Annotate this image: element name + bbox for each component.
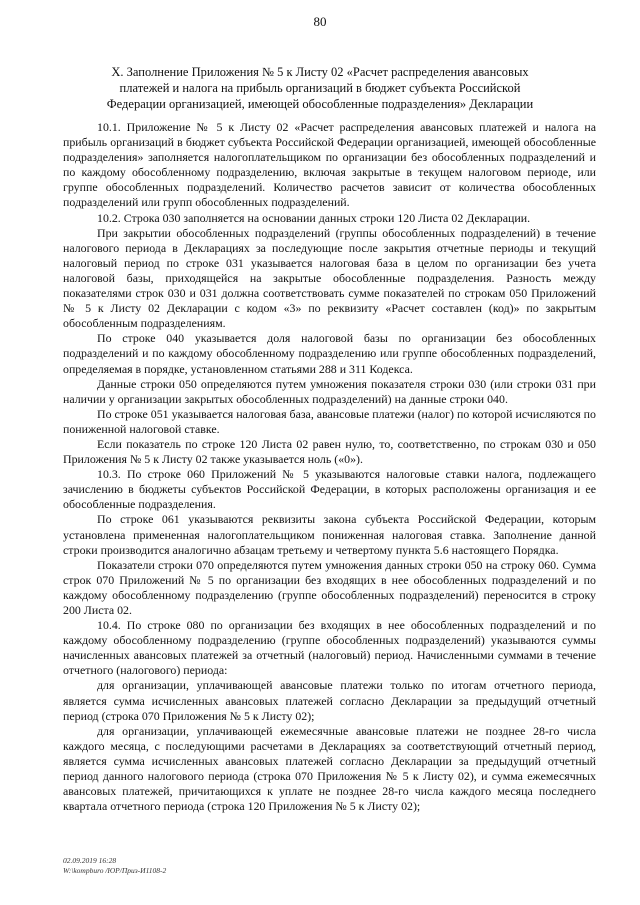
paragraph: 10.4. По строке 080 по организации без входящих в нее обособленных подразделений и по каждому обособленному подразделению (группе обособленных подразделений) указываются суммы начисленных авансовых платежей за отчетный (налоговый) период. Начисленными суммами в течение отчетного (налогового) периода:	[63, 618, 596, 678]
paragraph: При закрытии обособленных подразделений (группы обособленных подразделений) в течение налогового периода в Декларациях за последующие после закрытия отчетные периоды и текущий налоговый период по строке 031 указывается налоговая база в целом по организации без учета налоговой базы, приходящейся на закрытые обособленные подразделения. Разность между показателями строк 030 и 031 должна соответствовать сумме показателей по строкам 050 Приложений № 5 к Листу 02 Декларации с кодом «3» по реквизиту «Расчет составлен (код)» по закрытым обособленным подразделениям.	[63, 225, 596, 331]
footer-file-path: W:\kompburo /ЮР/Приз-И1108-2	[63, 866, 167, 875]
section-title: X. Заполнение Приложения № 5 к Листу 02 «Расчет распределения авансовых платежей и налога на прибыль организаций в бюджет субъекта Российской Федерации организацией, имеющей обособленные подразделения» Декларации	[106, 65, 534, 111]
page-number: 80	[313, 14, 327, 29]
paragraph: 10.2. Строка 030 заполняется на основании данных строки 120 Листа 02 Декларации.	[97, 210, 531, 225]
paragraph: Показатели строки 070 определяются путем умножения данных строки 050 на строку 060. Сумма строк 070 Приложений № 5 по организации без входящих в нее обособленных подразделений и по каждому обособленному подразделению (группе обособленных подразделений) переносится в строку 200 Листа 02.	[63, 557, 596, 617]
paragraph: По строке 051 указывается налоговая база, авансовые платежи (налог) по которой исчисляются по пониженной налоговой ставке.	[63, 406, 596, 436]
paragraph: Если показатель по строке 120 Листа 02 равен нулю, то, соответственно, по строкам 030 и 050 Приложения № 5 к Листу 02 также указывается ноль («0»).	[63, 436, 596, 467]
paragraph: для организации, уплачивающей ежемесячные авансовые платежи не позднее 28-го числа каждого месяца, с последующими расчетами в Декларациях за соответствующий отчетный период, является сумма исчисленных авансовых платежей согласно Декларации за предыдущий отчетный период данного налогового периода (строка 070 Приложения № 5 к Листу 02), и сумма ежемесячных авансовых платежей, причитающихся к уплате не позднее 28-го числа каждого месяца последнего квартала отчетного периода (строка 120 Приложения № 5 к Листу 02);	[63, 723, 596, 814]
paragraph: По строке 061 указываются реквизиты закона субъекта Российской Федерации, которым установлена примененная налогоплательщиком пониженная налоговая ставка. Заполнение данной строки производится аналогично абзацам третьему и четвертому пункта 5.6 настоящего Порядка.	[63, 512, 596, 557]
footer-timestamp: 02.09.2019 16:28	[63, 856, 117, 865]
paragraph: По строке 040 указывается доля налоговой базы по организации без обособленных подразделений и по каждому обособленному подразделению или группе обособленных подразделений, определяемая в порядке, установленном статьями 288 и 311 Кодекса.	[63, 331, 596, 376]
document-body	[63, 120, 596, 814]
paragraph: 10.1. Приложение № 5 к Листу 02 «Расчет распределения авансовых платежей и налога на прибыль организаций в бюджет субъекта Российской Федерации организацией, имеющей обособленные подразделения» заполняется налогоплательщиком по организации без обособленных подразделений и по каждому обособленному подразделению, включая закрытые в текущем налоговом периоде, или группе обособленных подразделений. Количество расчетов зависит от количества обособленных подразделений или групп обособленных подразделений.	[63, 120, 596, 210]
paragraph: Данные строки 050 определяются путем умножения показателя строки 030 (или строки 031 при наличии у организации закрытых обособленных подразделений) на данные строки 040.	[63, 376, 596, 406]
paragraph: 10.3. По строке 060 Приложений № 5 указываются налоговые ставки налога, подлежащего зачислению в бюджеты субъектов Российской Федерации, в которых расположены организация и ее обособленные подразделения.	[63, 467, 596, 512]
print-footer	[63, 856, 166, 876]
paragraph: для организации, уплачивающей авансовые платежи только по итогам отчетного периода, является сумма исчисленных авансовых платежей согласно Декларации за предыдущий отчетный период (строка 070 Приложения № 5 к Листу 02);	[63, 678, 596, 723]
